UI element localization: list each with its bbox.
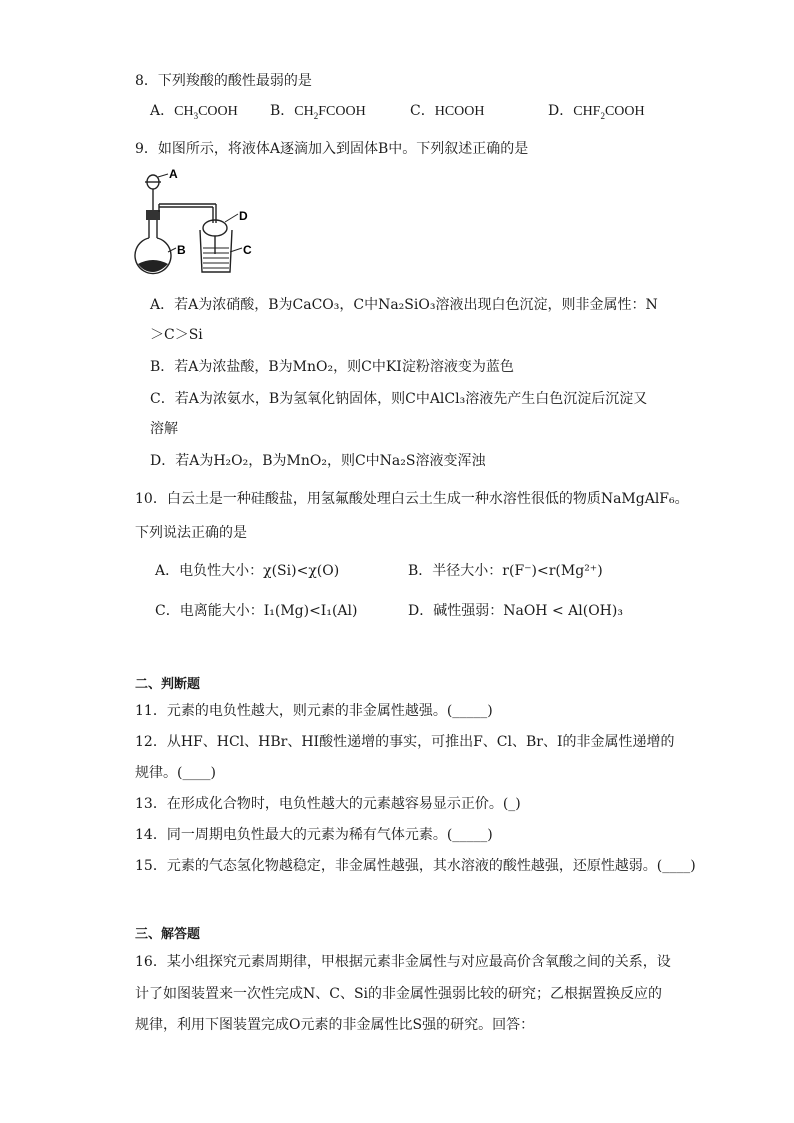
label-a: A [169,168,178,181]
q9-option-a-line2: ＞C＞Si [150,327,203,343]
q10-option-a: A．电负性大小：χ(Si)<χ(O) [155,563,340,579]
q9-stem: 9．如图所示，将液体A逐滴加入到固体B中。下列叙述正确的是 [135,141,529,157]
q16-line1: 16．某小组探究元素周期律，甲根据元素非金属性与对应最高价含氧酸之间的关系，设 [135,954,671,970]
q16-line2: 计了如图装置来一次性完成N、C、Si的非金属性强弱比较的研究；乙根据置换反应的 [135,986,663,1002]
q10-option-d: D．碱性强弱：NaOH < Al(OH)₃ [408,603,623,619]
q14: 14．同一周期电负性最大的元素为稀有气体元素。(_____) [135,827,493,843]
q12-line2: 规律。(____) [135,765,216,781]
q8-option-b: B．$CH_2FCOOH$ [270,103,366,121]
q9-option-c-line2: 溶解 [150,421,178,437]
q9-option-b: B．若A为浓盐酸，B为MnO₂，则C中KI淀粉溶液变为蓝色 [150,359,514,375]
q10-option-c: C．电离能大小：I₁(Mg)<I₁(Al) [155,603,358,619]
section-title-answer: 三、解答题 [135,927,201,942]
q9-option-a-line1: A．若A为浓硝酸，B为CaCO₃，C中Na₂SiO₃溶液出现白色沉淀，则非金属性：N [150,297,658,313]
q8-stem: 8．下列羧酸的酸性最弱的是 [135,73,312,89]
q10-option-b: B．半径大小：r(F⁻)<r(Mg²⁺) [408,563,603,579]
label-c: C [243,243,252,257]
q9-option-d: D．若A为H₂O₂，B为MnO₂，则C中Na₂S溶液变浑浊 [150,453,486,469]
lab-apparatus-diagram [130,168,270,278]
section-title-judgement: 二、判断题 [135,677,201,692]
q8-option-a: A．$CH_3COOH$ [150,103,238,121]
q13: 13．在形成化合物时，电负性越大的元素越容易显示正价。(_) [135,796,521,812]
label-b: B [177,243,186,257]
label-d: D [239,209,248,223]
q15: 15．元素的气态氢化物越稳定，非金属性越强，其水溶液的酸性越强，还原性越弱。(____) [135,858,696,874]
q9-option-c-line1: C．若A为浓氨水，B为氢氧化钠固体，则C中AlCl₃溶液先产生白色沉淀后沉淀又 [150,391,648,407]
q12-line1: 12．从HF、HCl、HBr、HI酸性递增的事实，可推出F、Cl、Br、I的非金属性递增的 [135,734,675,750]
q10-stem-line1: 10．白云土是一种硅酸盐，用氢氟酸处理白云土生成一种水溶性很低的物质NaMgAlF₆。 [135,491,689,507]
tube-d [203,220,227,236]
q8-option-c: C．HCOOH [410,103,485,119]
q16-line3: 规律，利用下图装置完成O元素的非金属性比S强的研究。回答： [135,1017,535,1033]
q11: 11．元素的电负性越大，则元素的非金属性越强。(_____) [135,703,493,719]
q10-stem-line2: 下列说法正确的是 [135,525,247,541]
flask-stopper [146,210,160,220]
q8-option-d: D．$CHF_2COOH$ [548,103,645,121]
